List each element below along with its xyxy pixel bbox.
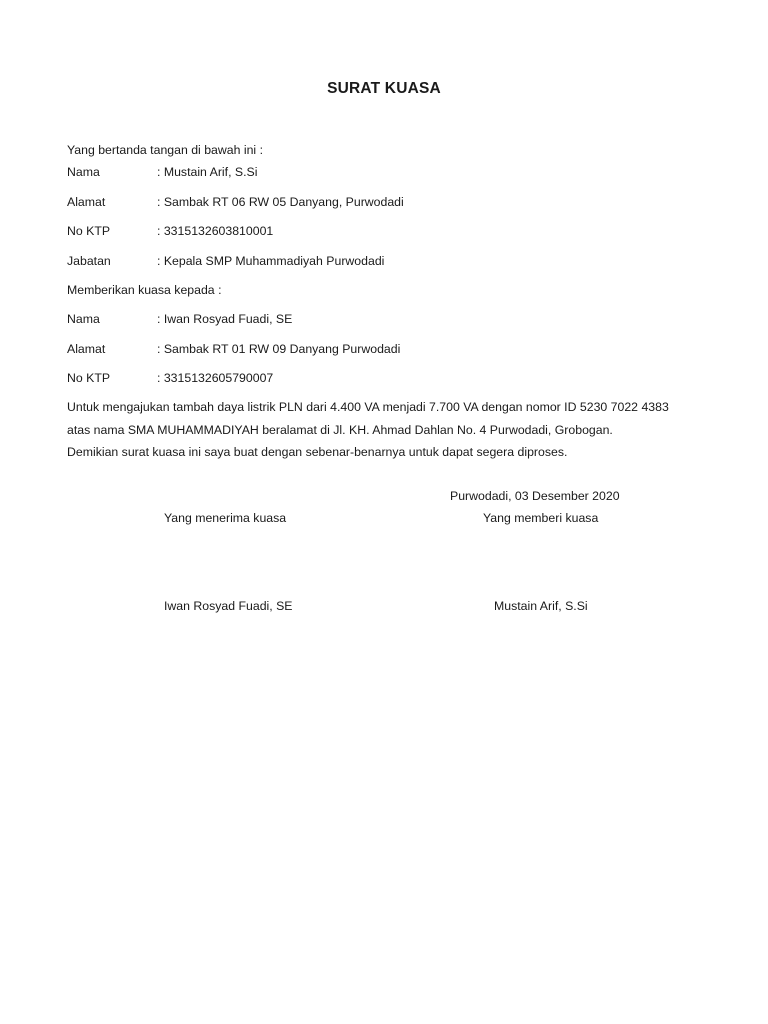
grantee-name-label: Nama <box>67 312 100 326</box>
body-line-1: Untuk mengajukan tambah daya listrik PLN dari 4.400 VA menjadi 7.700 VA dengan nomor ID 5230 7022 4383 <box>67 400 669 414</box>
giver-name: Mustain Arif, S.Si <box>494 599 588 613</box>
grantor-address-value: : Sambak RT 06 RW 05 Danyang, Purwodadi <box>157 195 404 209</box>
grantor-address-label: Alamat <box>67 195 106 209</box>
grantee-ktp-row <box>67 371 273 385</box>
body-line-2: atas nama SMA MUHAMMADIYAH beralamat di Jl. KH. Ahmad Dahlan No. 4 Purwodadi, Grobogan. <box>67 423 613 437</box>
grantee-ktp-value: : 3315132605790007 <box>157 371 274 385</box>
grantor-ktp-row <box>67 224 273 238</box>
grantor-position-value: : Kepala SMP Muhammadiyah Purwodadi <box>157 254 385 268</box>
grantor-name-label: Nama <box>67 165 100 179</box>
grantee-address-row <box>67 342 400 356</box>
grantor-name-row <box>67 165 257 179</box>
grantor-address-row <box>67 195 404 209</box>
grantor-position-row <box>67 254 384 268</box>
document-title: SURAT KUASA <box>327 80 441 97</box>
grantor-ktp-label: No KTP <box>67 224 111 238</box>
intro-text: Yang bertanda tangan di bawah ini : <box>67 143 263 157</box>
place-date: Purwodadi, 03 Desember 2020 <box>450 489 620 503</box>
grantee-name-value: : Iwan Rosyad Fuadi, SE <box>157 312 293 326</box>
grantee-address-value: : Sambak RT 01 RW 09 Danyang Purwodadi <box>157 342 401 356</box>
grantor-position-label: Jabatan <box>67 254 111 268</box>
receiver-name: Iwan Rosyad Fuadi, SE <box>164 599 293 613</box>
grantor-ktp-value: : 3315132603810001 <box>157 224 274 238</box>
grantee-address-label: Alamat <box>67 342 106 356</box>
grant-text: Memberikan kuasa kepada : <box>67 283 222 297</box>
grantee-name-row <box>67 312 292 326</box>
giver-caption: Yang memberi kuasa <box>483 511 599 525</box>
grantor-name-value: : Mustain Arif, S.Si <box>157 165 258 179</box>
receiver-caption: Yang menerima kuasa <box>164 511 287 525</box>
grantee-ktp-label: No KTP <box>67 371 111 385</box>
body-line-3: Demikian surat kuasa ini saya buat dengan sebenar-benarnya untuk dapat segera diproses. <box>67 445 568 459</box>
